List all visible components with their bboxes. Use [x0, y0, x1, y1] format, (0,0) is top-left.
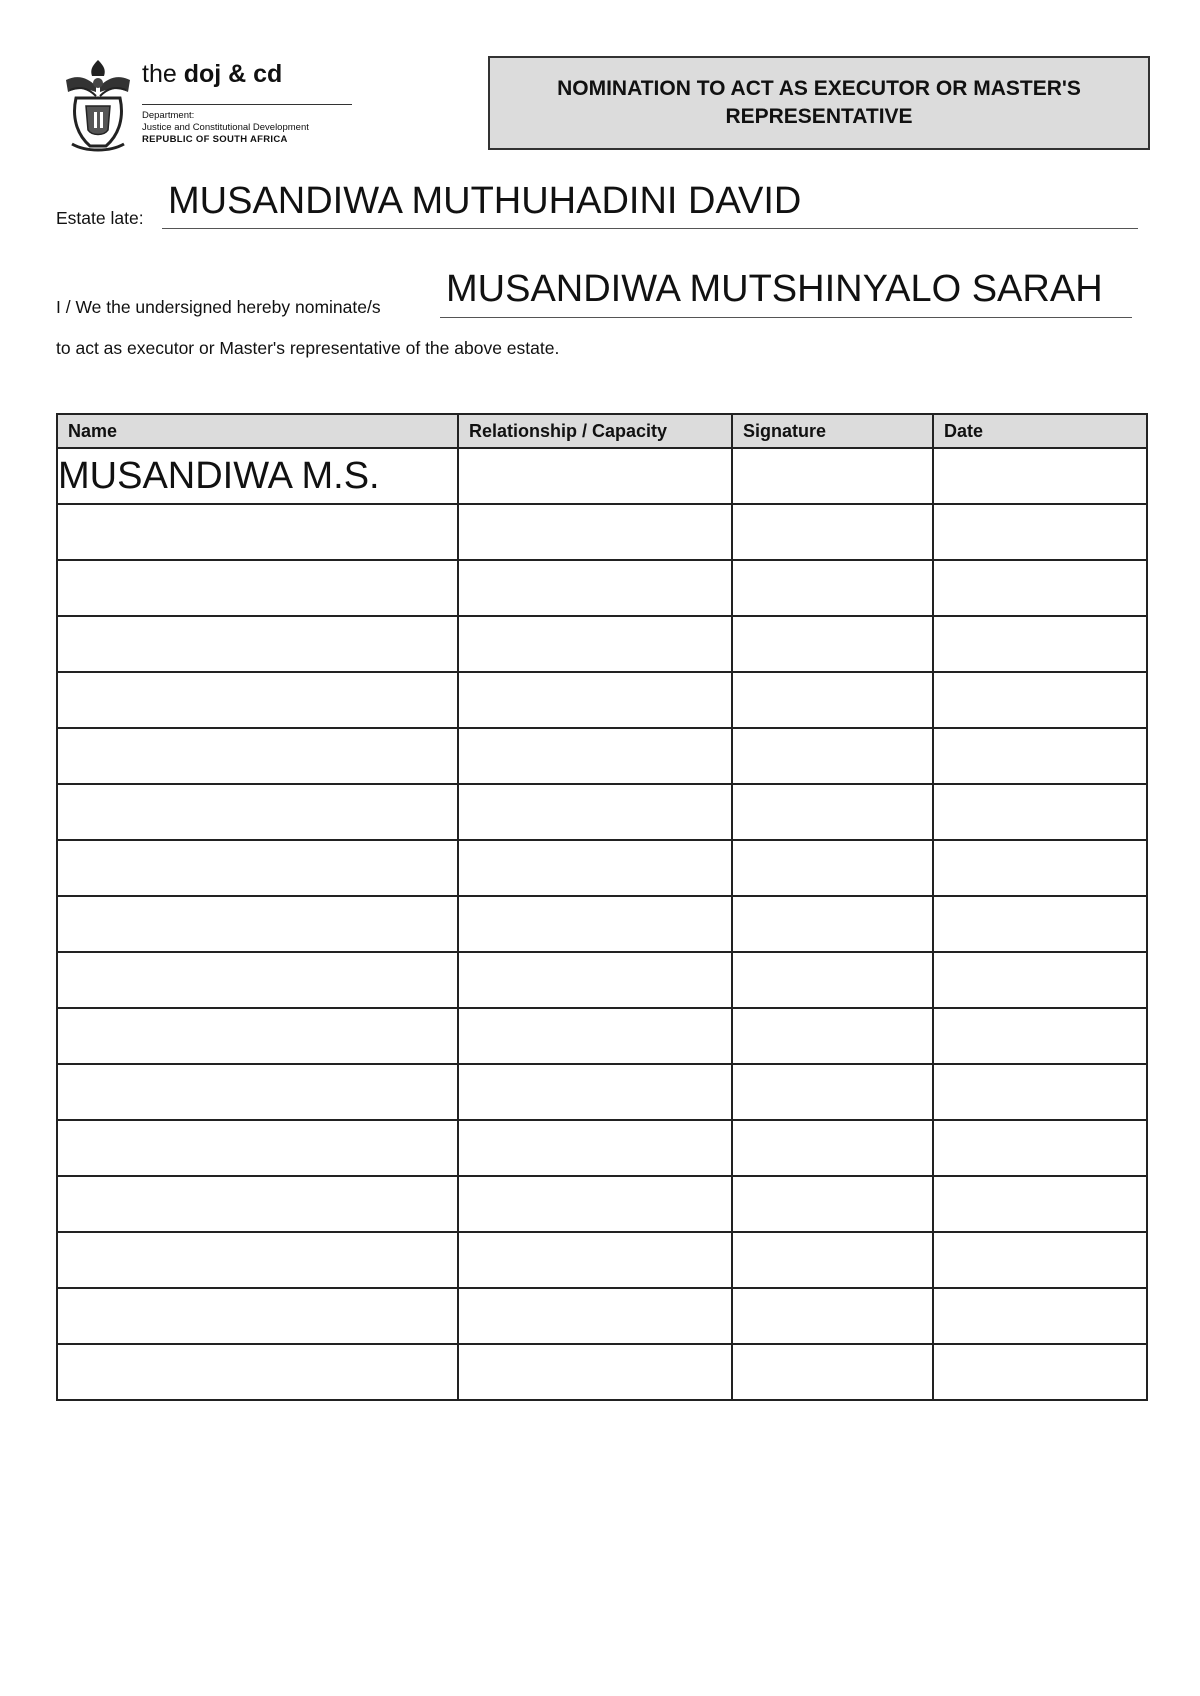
table-row: [57, 1176, 1147, 1232]
name-cell[interactable]: [57, 1232, 458, 1288]
signature-cell[interactable]: [732, 1176, 933, 1232]
date-cell[interactable]: [933, 560, 1147, 616]
name-cell[interactable]: [57, 728, 458, 784]
table-row: [57, 1232, 1147, 1288]
signature-cell[interactable]: [732, 560, 933, 616]
date-cell[interactable]: [933, 1008, 1147, 1064]
table-row: [57, 728, 1147, 784]
table-body: [57, 448, 1147, 1400]
relationship-cell[interactable]: [458, 1120, 732, 1176]
country-name: REPUBLIC OF SOUTH AFRICA: [142, 134, 288, 145]
table-header-row: [57, 414, 1147, 448]
date-cell[interactable]: [933, 448, 1147, 504]
column-name: Name: [57, 414, 458, 448]
date-cell[interactable]: [933, 784, 1147, 840]
estate-underline: [162, 228, 1138, 229]
signature-cell[interactable]: [732, 784, 933, 840]
signature-cell[interactable]: [732, 1232, 933, 1288]
signature-cell[interactable]: [732, 616, 933, 672]
relationship-cell[interactable]: [458, 1064, 732, 1120]
relationship-cell[interactable]: [458, 896, 732, 952]
signature-cell[interactable]: [732, 1344, 933, 1400]
relationship-cell[interactable]: [458, 504, 732, 560]
date-cell[interactable]: [933, 728, 1147, 784]
name-cell[interactable]: [57, 1288, 458, 1344]
coat-of-arms-icon: [62, 56, 134, 154]
table-row: [57, 952, 1147, 1008]
signature-cell[interactable]: [732, 504, 933, 560]
relationship-cell[interactable]: [458, 784, 732, 840]
name-cell[interactable]: [57, 1064, 458, 1120]
signature-cell[interactable]: [732, 728, 933, 784]
table-row: [57, 840, 1147, 896]
relationship-cell[interactable]: [458, 616, 732, 672]
table-row: [57, 1344, 1147, 1400]
date-cell[interactable]: [933, 1120, 1147, 1176]
signature-cell[interactable]: [732, 672, 933, 728]
estate-label: Estate late:: [56, 208, 144, 228]
date-cell[interactable]: [933, 1176, 1147, 1232]
name-cell[interactable]: [57, 560, 458, 616]
date-cell[interactable]: [933, 1344, 1147, 1400]
department-lines: [142, 110, 309, 146]
signature-cell[interactable]: [732, 1120, 933, 1176]
name-cell[interactable]: [57, 896, 458, 952]
intro-text: to act as executor or Master's representative of the above estate.: [56, 338, 560, 358]
table-row: [57, 672, 1147, 728]
date-cell[interactable]: [933, 952, 1147, 1008]
relationship-cell[interactable]: [458, 840, 732, 896]
relationship-cell[interactable]: [458, 1008, 732, 1064]
table-row: [57, 448, 1147, 504]
name-cell[interactable]: [57, 840, 458, 896]
signature-cell[interactable]: [732, 840, 933, 896]
date-cell[interactable]: [933, 1064, 1147, 1120]
relationship-cell[interactable]: [458, 1288, 732, 1344]
department-name: Justice and Constitutional Development: [142, 122, 309, 133]
name-cell[interactable]: [57, 504, 458, 560]
relationship-cell[interactable]: [458, 672, 732, 728]
signature-cell[interactable]: [732, 952, 933, 1008]
relationship-cell[interactable]: [458, 448, 732, 504]
department-label: Department:: [142, 110, 195, 121]
relationship-cell[interactable]: [458, 1232, 732, 1288]
name-cell[interactable]: MUSANDIWA M.S.: [57, 448, 458, 504]
relationship-cell[interactable]: [458, 728, 732, 784]
relationship-cell[interactable]: [458, 1344, 732, 1400]
table-row: [57, 1288, 1147, 1344]
table-row: [57, 560, 1147, 616]
logo-divider: [142, 104, 352, 105]
form-title: NOMINATION TO ACT AS EXECUTOR OR MASTER'S REPRESENTATIVE: [557, 77, 1081, 128]
date-cell[interactable]: [933, 896, 1147, 952]
table-row: [57, 504, 1147, 560]
table-row: [57, 896, 1147, 952]
name-cell[interactable]: [57, 1344, 458, 1400]
nominee-name-field[interactable]: MUSANDIWA MUTSHINYALO SARAH: [446, 268, 1103, 310]
brand-the: the: [142, 60, 177, 88]
date-cell[interactable]: [933, 672, 1147, 728]
column-signature: Signature: [732, 414, 933, 448]
estate-name-field[interactable]: MUSANDIWA MUTHUHADINI DAVID: [168, 180, 802, 222]
name-cell[interactable]: [57, 952, 458, 1008]
name-cell[interactable]: [57, 1176, 458, 1232]
date-cell[interactable]: [933, 1232, 1147, 1288]
brand-wordmark: [142, 62, 282, 87]
name-cell[interactable]: [57, 616, 458, 672]
signature-cell[interactable]: [732, 896, 933, 952]
table-row: [57, 784, 1147, 840]
name-cell[interactable]: [57, 672, 458, 728]
date-cell[interactable]: [933, 616, 1147, 672]
relationship-cell[interactable]: [458, 1176, 732, 1232]
doj-logo: [62, 56, 352, 156]
table-row: [57, 616, 1147, 672]
nominate-label: I / We the undersigned hereby nominate/s: [56, 297, 381, 317]
nominations-table: [56, 413, 1148, 1401]
signature-cell[interactable]: [732, 1288, 933, 1344]
date-cell[interactable]: [933, 504, 1147, 560]
table-row: [57, 1008, 1147, 1064]
signature-cell[interactable]: [732, 448, 933, 504]
date-cell[interactable]: [933, 840, 1147, 896]
signature-cell[interactable]: [732, 1064, 933, 1120]
signature-cell[interactable]: [732, 1008, 933, 1064]
nominee-underline: [440, 317, 1132, 318]
table-row: [57, 1120, 1147, 1176]
column-date: Date: [933, 414, 1147, 448]
date-cell[interactable]: [933, 1288, 1147, 1344]
column-relationship: Relationship / Capacity: [458, 414, 732, 448]
name-cell[interactable]: [57, 784, 458, 840]
name-cell[interactable]: [57, 1008, 458, 1064]
form-title-box: [488, 56, 1150, 150]
relationship-cell[interactable]: [458, 952, 732, 1008]
name-cell[interactable]: [57, 1120, 458, 1176]
table-row: [57, 1064, 1147, 1120]
brand-doj: doj & cd: [183, 60, 283, 88]
relationship-cell[interactable]: [458, 560, 732, 616]
